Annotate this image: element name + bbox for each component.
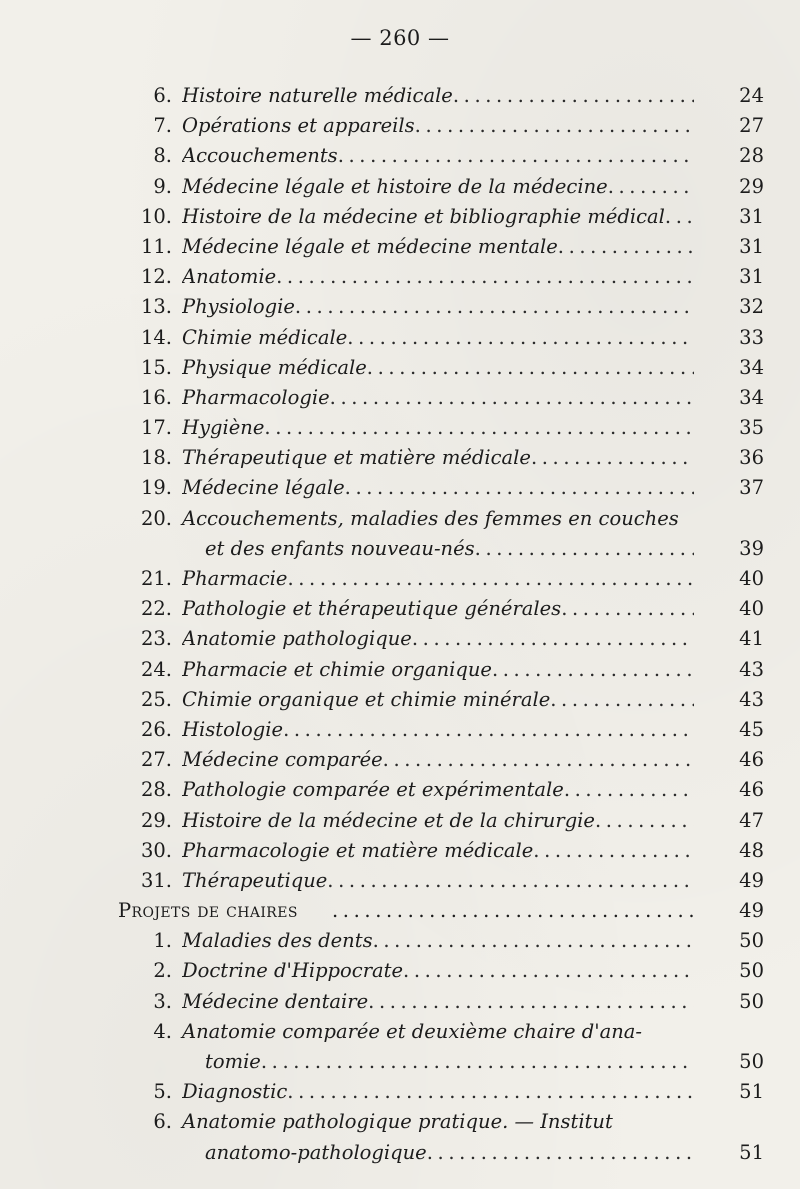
entry-title: Thérapeutique [182,868,328,892]
toc-entry [0,925,800,955]
entry-page: 46 [739,778,764,802]
entry-number: 23. [140,627,172,651]
entry-number: 20. [140,506,172,530]
entry-page: 31 [739,265,764,289]
entry-title: Opérations et appareils [182,114,415,138]
entry-number: 28. [140,778,172,802]
entry-number: 18. [140,446,172,470]
entry-number: 6. [153,1110,172,1134]
dot-leader [367,356,694,379]
entry-title: Histoire de la médecine et bibliographie médical [182,204,665,228]
entry-page: 24 [739,84,764,107]
entry-number: 9. [153,174,172,198]
toc-entry [0,654,800,684]
entry-page: 34 [739,385,764,409]
entry-title: Pharmacie [182,567,288,590]
table-of-contents [0,80,800,1167]
entry-number: 7. [153,114,172,138]
toc-entry [0,1106,800,1136]
entry-title: Pharmacologie [182,385,330,409]
entry-page: 43 [739,687,764,711]
dot-leader [403,959,694,982]
entry-page: 50 [739,989,764,1013]
dot-leader [475,537,694,560]
dot-leader [558,235,694,258]
toc-entry-continuation [0,1137,800,1167]
dot-leader [564,778,694,801]
toc-entry [0,140,800,170]
entry-number: 10. [140,204,172,228]
entry-title: Thérapeutique et matière médicale [182,446,531,470]
entry-number: 8. [153,144,172,168]
section-page: 49 [739,899,764,923]
dot-leader [427,1141,694,1164]
entry-page: 33 [739,325,764,349]
entry-number: 27. [140,748,172,772]
dot-leader [332,899,694,922]
dot-leader [295,295,694,318]
dot-leader [276,265,694,288]
section-heading [0,895,800,925]
entry-page: 43 [739,657,764,681]
entry-title-continuation: tomie [205,1050,261,1073]
entry-page: 50 [739,1050,764,1073]
entry-page: 27 [739,114,764,138]
toc-entry [0,472,800,502]
dot-leader [608,175,694,198]
toc-entry [0,714,800,744]
dot-leader [453,84,694,107]
toc-entry [0,623,800,653]
entry-page: 40 [739,597,764,621]
dot-leader [412,627,694,650]
dot-leader [595,809,694,832]
dot-leader [287,1080,694,1103]
entry-number: 22. [140,597,172,621]
dot-leader [345,476,694,499]
entry-page: 48 [739,838,764,862]
toc-entry [0,201,800,231]
entry-page: 47 [739,808,764,832]
entry-title: Médecine dentaire [182,989,369,1013]
entry-title-continuation: et des enfants nouveau-nés [205,536,475,560]
entry-number: 3. [153,989,172,1013]
toc-entry [0,563,800,593]
dot-leader [550,688,694,711]
entry-title: Maladies des dents [182,929,373,953]
entry-page: 34 [739,355,764,379]
entry-number: 21. [140,567,172,590]
dot-leader [264,416,694,439]
entry-page: 35 [739,416,764,440]
entry-title: Chimie médicale [182,325,348,349]
entry-page: 50 [739,959,764,983]
dot-leader [347,326,694,349]
dot-leader [383,748,694,771]
toc-entry [0,322,800,352]
entry-page: 39 [739,536,764,560]
entry-title: Anatomie comparée et deuxième chaire d'ana- [182,1019,642,1043]
entry-number: 19. [140,476,172,500]
entry-page: 31 [739,234,764,258]
toc-entry [0,291,800,321]
entry-title: Histoire naturelle médicale [182,84,453,107]
toc-entry [0,835,800,865]
entry-title: Médecine comparée [182,748,383,772]
entry-page: 50 [739,929,764,953]
dot-leader [338,144,694,167]
entry-title: Pathologie comparée et expérimentale [182,778,564,802]
entry-title: Anatomie [182,265,277,289]
dot-leader [373,929,694,952]
entry-page: 31 [739,204,764,228]
entry-number: 13. [140,295,172,319]
entry-page: 41 [739,627,764,651]
toc-entry [0,503,800,533]
toc-entry [0,442,800,472]
entry-title: Pharmacologie et matière médicale [182,838,534,862]
toc-entry [0,955,800,985]
entry-title: Pathologie et thérapeutique générales [182,597,562,621]
toc-entry [0,684,800,714]
toc-entry-continuation [0,1046,800,1076]
dot-leader [261,1050,694,1073]
entry-number: 11. [140,234,172,258]
entry-number: 6. [153,84,172,107]
toc-entry [0,744,800,774]
entry-title: Médecine légale [182,476,345,500]
toc-entry [0,1076,800,1106]
toc-entry [0,352,800,382]
toc-entry [0,231,800,261]
entry-number: 26. [140,717,172,741]
entry-number: 5. [153,1080,172,1104]
entry-number: 16. [140,385,172,409]
entry-number: 24. [140,657,172,681]
dot-leader [561,597,694,620]
dot-leader [330,386,694,409]
entry-title: Physiologie [182,295,295,319]
dot-leader [531,446,694,469]
entry-page: 32 [739,295,764,319]
toc-entry [0,382,800,412]
dot-leader [327,869,694,892]
toc-entry [0,80,800,110]
toc-entry [0,1016,800,1046]
entry-number: 2. [153,959,172,983]
entry-page: 37 [739,476,764,500]
entry-title: Diagnostic [182,1080,288,1104]
entry-page: 36 [739,446,764,470]
entry-page: 51 [739,1140,764,1164]
dot-leader [287,567,694,590]
entry-title: Médecine légale et médecine mentale [182,234,558,258]
dot-leader [368,990,694,1013]
entry-number: 15. [140,355,172,379]
entry-title-continuation: anatomo-pathologique [205,1140,427,1164]
entry-number: 17. [140,416,172,440]
entry-number: 14. [140,325,172,349]
dot-leader [283,718,694,741]
entry-page: 28 [739,144,764,168]
entry-title: Anatomie pathologique pratique. — Institut [182,1110,613,1134]
section-title: Projets de chaires [118,899,298,923]
dot-leader [492,658,694,681]
toc-entry [0,110,800,140]
entry-title: Anatomie pathologique [182,627,412,651]
entry-title: Accouchements [182,144,338,168]
entry-title: Doctrine d'Hippocrate [182,959,404,983]
entry-title: Chimie organique et chimie minérale [182,687,551,711]
entry-title: Histoire de la médecine et de la chirurgie [182,808,595,832]
entry-number: 25. [140,687,172,711]
entry-number: 12. [140,265,172,289]
dot-leader [415,114,694,137]
entry-title: Histologie [182,717,284,741]
toc-entry [0,171,800,201]
toc-entry [0,865,800,895]
toc-entry [0,261,800,291]
entry-number: 31. [140,868,172,892]
entry-title: Physique médicale [182,355,367,379]
entry-number: 1. [153,929,172,953]
toc-entry [0,593,800,623]
entry-number: 29. [140,808,172,832]
dot-leader [533,839,694,862]
toc-entry [0,774,800,804]
toc-entry [0,412,800,442]
toc-entry [0,986,800,1016]
entry-title: Pharmacie et chimie organique [182,657,492,681]
entry-page: 51 [739,1080,764,1104]
toc-entry-continuation [0,533,800,563]
entry-number: 4. [153,1019,172,1043]
entry-page: 45 [739,717,764,741]
entry-page: 29 [739,174,764,198]
entry-page: 49 [739,868,764,892]
entry-title: Accouchements, maladies des femmes en couches [182,506,679,530]
entry-page: 40 [739,567,764,590]
entry-title: Hygiène [182,416,265,440]
entry-title: Médecine légale et histoire de la médecine [182,174,608,198]
toc-entry [0,805,800,835]
entry-number: 30. [140,838,172,862]
page-number: — 260 — [350,26,450,50]
dot-leader [665,205,694,228]
entry-page: 46 [739,748,764,772]
